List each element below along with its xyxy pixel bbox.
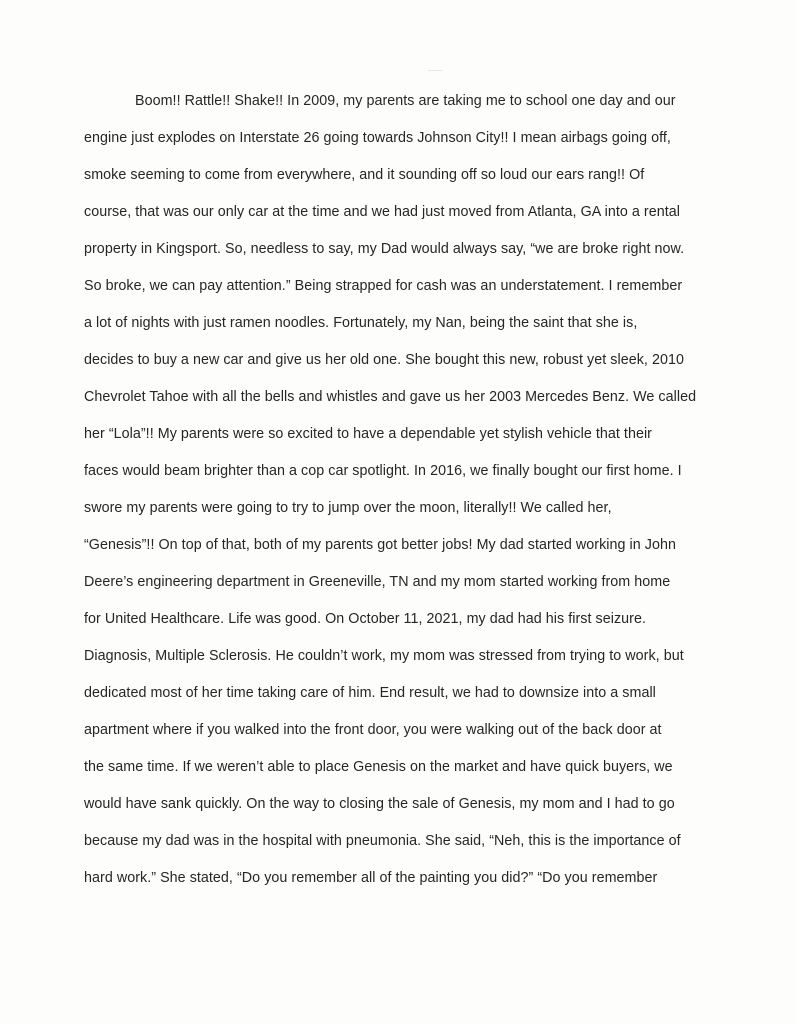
text-line: for United Healthcare. Life was good. On October 11, 2021, my dad had his first seizure. [84,611,647,627]
text-line: the same time. If we weren’t able to place Genesis on the market and have quick buyers, we [84,759,673,775]
text-line: Diagnosis, Multiple Sclerosis. He couldn’t work, my mom was stressed from trying to work, but [84,648,684,664]
text-line: swore my parents were going to try to jump over the moon, literally!! We called her, [84,500,612,516]
text-line: apartment where if you walked into the front door, you were walking out of the back door at [84,722,662,738]
text-line: property in Kingsport. So, needless to say, my Dad would always say, “we are broke right now. [84,241,685,257]
text-line: a lot of nights with just ramen noodles. Fortunately, my Nan, being the saint that she is, [84,315,638,331]
text-line: engine just explodes on Interstate 26 going towards Johnson City!! I mean airbags going off, [84,130,671,146]
text-line: decides to buy a new car and give us her old one. She bought this new, robust yet sleek, 2010 [84,352,684,368]
text-line: smoke seeming to come from everywhere, and it sounding off so loud our ears rang!! Of [84,167,645,183]
text-line: Boom!! Rattle!! Shake!! In 2009, my parents are taking me to school one day and our [135,93,676,109]
text-line: So broke, we can pay attention.” Being strapped for cash was an understatement. I remember [84,278,683,294]
text-line: dedicated most of her time taking care of him. End result, we had to downsize into a small [84,685,656,701]
text-line: “Genesis”!! On top of that, both of my parents got better jobs! My dad started working in John [84,537,676,553]
text-line: course, that was our only car at the time and we had just moved from Atlanta, GA into a rental [84,204,680,220]
text-line: Deere’s engineering department in Greeneville, TN and my mom started working from home [84,574,671,590]
scan-artifact [428,70,442,77]
text-line: hard work.” She stated, “Do you remember all of the painting you did?” “Do you remember [84,870,658,886]
text-line: Chevrolet Tahoe with all the bells and whistles and gave us her 2003 Mercedes Benz. We called [84,389,697,405]
text-line: her “Lola”!! My parents were so excited to have a dependable yet stylish vehicle that their [84,426,652,442]
text-line: would have sank quickly. On the way to closing the sale of Genesis, my mom and I had to go [84,796,675,812]
text-line: faces would beam brighter than a cop car spotlight. In 2016, we finally bought our first home. I [84,463,682,479]
text-line: because my dad was in the hospital with pneumonia. She said, “Neh, this is the importance of [84,833,681,849]
